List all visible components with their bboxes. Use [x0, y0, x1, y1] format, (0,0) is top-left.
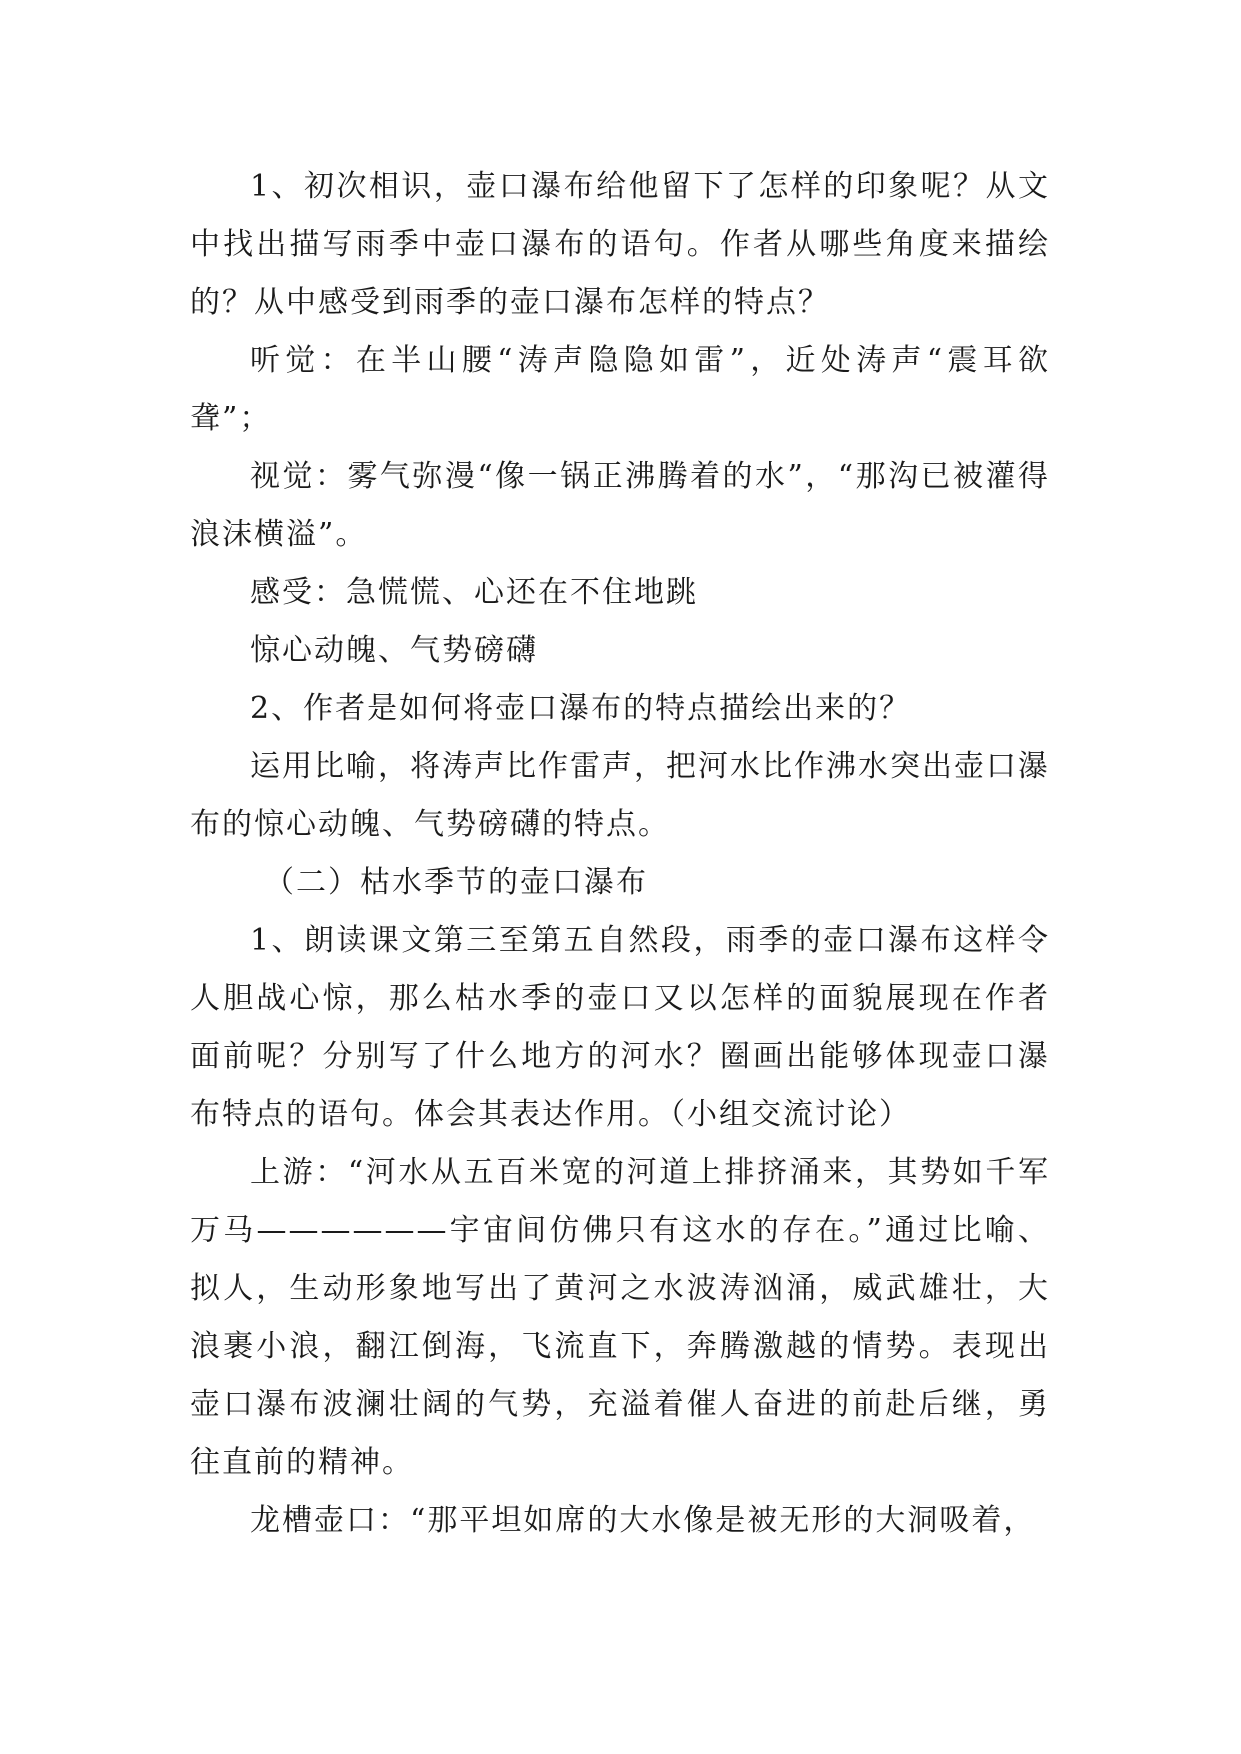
paragraph-vision: 视觉：雾气弥漫“像一锅正沸腾着的水”，“那沟已被灌得浪沫横溢”。 [190, 459, 1050, 552]
paragraph-hearing: 听觉：在半山腰“涛声隐隐如雷”，近处涛声“震耳欲聋”； [190, 343, 1050, 436]
paragraph-feeling-2: 惊心动魄、气势磅礴 [250, 633, 538, 668]
paragraph-question-2: 2、作者是如何将壶口瀑布的特点描绘出来的？ [250, 691, 912, 726]
paragraph-feeling: 感受：急慌慌、心还在不住地跳 [250, 575, 698, 610]
paragraph-dry-question-1: 1、朗读课文第三至第五自然段，雨季的壶口瀑布这样令人胆战心惊，那么枯水季的壶口又以怎样的面貌展现在作者面前呢？分别写了什么地方的河水？圈画出能够体现壶口瀑布特点的语句。体会其表达作用。（小组交流讨论） [190, 923, 1050, 1132]
paragraph-longcao: 龙槽壶口：“那平坦如席的大水像是被无形的大洞吸着， [250, 1503, 1036, 1538]
document-body [190, 158, 1050, 1550]
paragraph-question-1: 1、初次相识，壶口瀑布给他留下了怎样的印象呢？从文中找出描写雨季中壶口瀑布的语句。作者从哪些角度来描绘的？从中感受到雨季的壶口瀑布怎样的特点？ [190, 169, 1050, 320]
paragraph-answer-2: 运用比喻，将涛声比作雷声，把河水比作沸水突出壶口瀑布的惊心动魄、气势磅礴的特点。 [190, 749, 1050, 842]
paragraph-upstream: 上游：“河水从五百米宽的河道上排挤涌来，其势如千军万马——————宇宙间仿佛只有这水的存在。”通过比喻、拟人，生动形象地写出了黄河之水波涛汹涌，威武雄壮，大浪裹小浪，翻江倒海，飞流直下，奔腾激越的情势。表现出壶口瀑布波澜壮阔的气势，充溢着催人奋进的前赴后继，勇往直前的精神。 [190, 1155, 1050, 1480]
section-heading-dry-season: （二）枯水季节的壶口瀑布 [264, 865, 648, 900]
